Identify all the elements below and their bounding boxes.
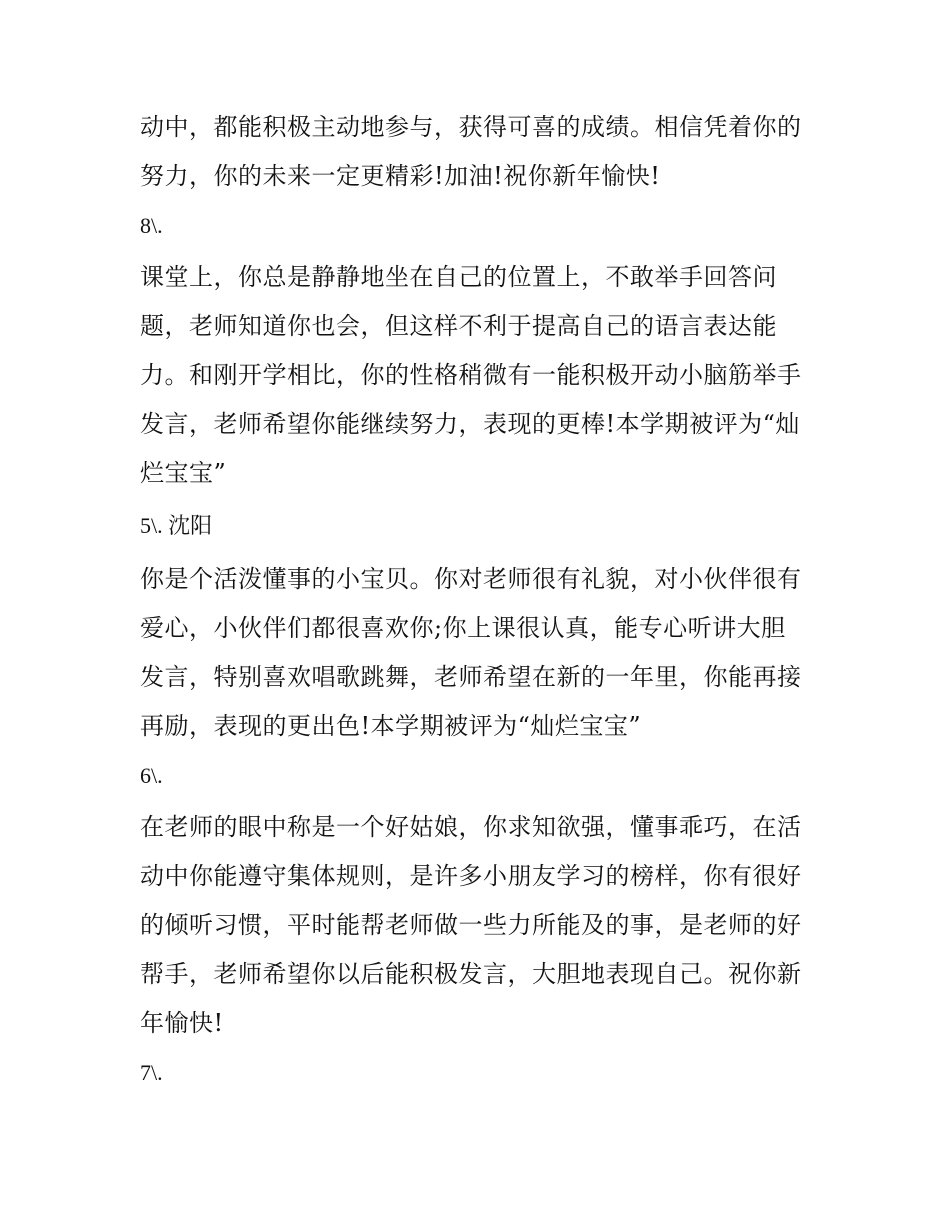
text-line: 发言，特别喜欢唱歌跳舞，老师希望在新的一年里，你能再接 — [140, 663, 802, 691]
text-line: 的倾听习惯，平时能帮老师做一些力所能及的事，是老师的好 — [140, 911, 802, 939]
text-line: 爱心，小伙伴们都很喜欢你;你上课很认真，能专心听讲大胆 — [140, 614, 786, 642]
text-line: 在老师的眼中称是一个好姑娘，你求知欲强，懂事乖巧，在活 — [140, 813, 802, 841]
text-line: 再励，表现的更出色!本学期被评为“灿烂宝宝” — [140, 712, 642, 740]
text-line: 努力，你的未来一定更精彩!加油!祝你新年愉快! — [140, 162, 661, 190]
section-heading-7: 7\. — [140, 1060, 163, 1085]
section-heading-8: 8\. — [140, 213, 163, 238]
paragraph-continuation — [140, 103, 820, 201]
text-line: 课堂上，你总是静静地坐在自己的位置上，不敢举手回答问 — [140, 263, 777, 291]
text-line: 发言，老师希望你能继续努力，表现的更棒!本学期被评为“灿 — [140, 410, 800, 438]
text-line: 动中，都能积极主动地参与，获得可喜的成绩。相信凭着你的 — [140, 113, 802, 141]
text-line: 题，老师知道你也会，但这样不利于提高自己的语言表达能 — [140, 312, 777, 340]
paragraph-comment-8 — [140, 253, 820, 498]
text-line: 帮手，老师希望你以后能积极发言，大胆地表现自己。祝你新 — [140, 960, 802, 988]
paragraph-comment-5 — [140, 555, 820, 751]
section-heading-6: 6\. — [140, 763, 163, 788]
text-line: 你是个活泼懂事的小宝贝。你对老师很有礼貌，对小伙伴很有 — [140, 565, 802, 593]
text-line: 动中你能遵守集体规则，是许多小朋友学习的榜样，你有很好 — [140, 862, 802, 890]
text-line: 力。和刚开学相比，你的性格稍微有一能积极开动小脑筋举手 — [140, 361, 802, 389]
paragraph-comment-6 — [140, 803, 820, 1048]
section-heading-5: 5\. 沈阳 — [140, 513, 213, 538]
text-line: 年愉快! — [140, 1009, 224, 1037]
text-line: 烂宝宝” — [140, 459, 227, 487]
